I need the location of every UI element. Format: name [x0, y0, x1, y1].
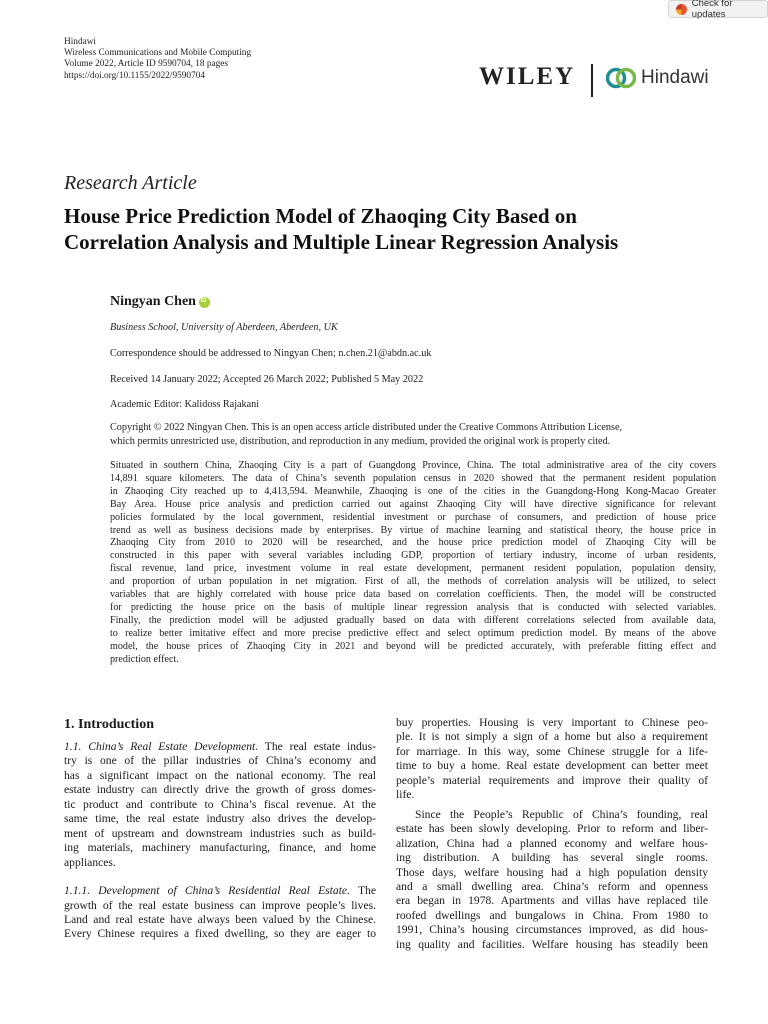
paragraph-line: estate industry can directly drive the growth of gross domes-: [64, 783, 376, 797]
paragraph-line: try is one of the pillar industries of China’s economy and: [64, 754, 376, 768]
paragraph-line: 1991, China’s housing circumstances improved, as did hous-: [396, 923, 708, 937]
subsection-title: 1.1.1. Development of China’s Residential Real Estate.: [64, 884, 350, 898]
crossmark-icon: [676, 4, 687, 15]
paragraph-line: ment of upstream and downstream industries such as build-: [64, 826, 376, 840]
abstract-line: trend as well as business decisions made by enterprises. By virtue of machine learning and statistical theory, the house price in: [110, 524, 716, 536]
check-for-updates-label: Check for updates: [691, 0, 733, 20]
paragraph-line: Those days, welfare housing had a high population density: [396, 865, 708, 879]
affiliation: Business School, University of Aberdeen, Aberdeen, UK: [110, 322, 338, 333]
abstract-line: Situated in southern China, Zhaoqing City is a part of Guangdong Province, China. The total administrative area of the city covers: [110, 460, 716, 471]
correspondence: Correspondence should be addressed to Ningyan Chen; n.chen.21@abdn.ac.uk: [110, 348, 432, 359]
publication-dates: Received 14 January 2022; Accepted 26 March 2022; Published 5 May 2022: [110, 374, 424, 385]
paragraph-gap: [64, 870, 376, 884]
author: [110, 294, 210, 310]
section-heading-introduction: 1. Introduction: [64, 717, 154, 732]
paragraph-line: ing quality and facilities. Welfare housing has steadily been: [396, 937, 708, 951]
copyright-line: Copyright © 2022 Ningyan Chen. This is an open access article distributed under the Creative Commons Attribution License,: [110, 422, 623, 433]
abstract-line: 14,891 square kilometers. The data of China’s seventh population census in 2020 showed that the permanent resident population: [110, 472, 716, 484]
paragraph-line: ing materials, machinery manufacturing, finance, and home: [64, 841, 376, 855]
abstract-line: for predicting the house price on the basis of multiple linear regression analysis that is conducted with selected variables.: [110, 601, 716, 613]
abstract: [110, 460, 716, 667]
academic-editor: Academic Editor: Kalidoss Rajakani: [110, 399, 260, 410]
abstract-line: Bay Area. House price analysis and prediction carried out against Zhaoqing City will have directive significance for relevant: [110, 498, 716, 510]
paragraph-line: growth of the real estate business can improve people’s lives.: [64, 898, 376, 912]
abstract-line: to realize better imitative effect and more precise predictive effect and select optimum prediction model. By means of the above: [110, 627, 716, 639]
hindawi-rings-icon: [606, 65, 636, 91]
paragraph-line: and a small dwelling area. China’s reform and openness: [396, 879, 708, 893]
paragraph-text: The real estate indus-: [258, 740, 376, 753]
paragraph-line: estate has been slowly developing. Prior to reform and liber-: [396, 822, 708, 836]
body-column-left: [64, 716, 376, 942]
paragraph-line: life.: [396, 788, 415, 802]
paragraph-line: roofed dwellings and bungalows in China. From 1980 to: [396, 908, 708, 922]
article-type: Research Article: [64, 172, 197, 194]
logo-divider: [591, 64, 593, 97]
abstract-line: in Zhaoqing City reached up to 4,413,594. Meanwhile, Zhaoqing is one of the cities in the Guangdong-Hong Kong-Macao Greater: [110, 485, 716, 497]
abstract-line: fiscal revenue, land price, investment volume in real estate development, permanent resident population, population density,: [110, 563, 716, 575]
body-column-right: [396, 716, 708, 952]
paragraph-first-line: [64, 740, 376, 754]
abstract-line: and proportion of urban population in net migration. First of all, the methods of correlation analysis will be utilized, to select: [110, 576, 716, 588]
paragraph-line: era began in 1978. Apartments and villas have replaced tile: [396, 894, 708, 908]
paragraph-line: Land and real estate have always been valued by the Chinese.: [64, 912, 376, 926]
publisher-name: Hindawi: [64, 37, 97, 47]
abstract-line: model, the house prices of Zhaoqing City in 2021 and beyond will be predicted accurately, with preferable fitting effect and: [110, 640, 716, 652]
paragraph-line: ple. It is not simply a sign of a home but also a requirement: [396, 730, 708, 744]
paragraph-line: ing distribution. A building has several single rooms.: [396, 851, 708, 865]
abstract-line: constructed in this paper with several variables including GDP, proportion of tertiary industry, income of urban residents,: [110, 550, 716, 562]
paragraph-line: Since the People’s Republic of China’s founding, real: [415, 807, 708, 821]
paragraph-line: for marriage. In this way, some Chinese struggle for a life-: [396, 744, 708, 758]
orcid-icon[interactable]: [199, 297, 210, 308]
abstract-line: Finally, the prediction model will be adjusted gradually based on data with different correlations selected from available data,: [110, 614, 716, 626]
article-title: [64, 203, 724, 255]
title-line: Correlation Analysis and Multiple Linear Regression Analysis: [64, 230, 619, 254]
subsection-title: 1.1. China’s Real Estate Development.: [64, 740, 259, 753]
paragraph-line: same time, the real estate industry also drives the develop-: [64, 812, 376, 826]
abstract-line: variables that are highly correlated with house price data based on correlation coefficients. Then, the model will be constructed: [110, 589, 716, 601]
abstract-line: Zhaoqing City from 2010 to 2020 will be researched, and the house price prediction model of Zhaoqing City will be: [110, 537, 716, 549]
paragraph-line: has a significant impact on the national economy. The real: [64, 768, 376, 782]
journal-name: Wireless Communications and Mobile Computing: [64, 48, 252, 59]
abstract-line: prediction effect.: [110, 653, 179, 665]
wiley-logo: WILEY: [479, 63, 576, 90]
hindawi-wordmark: Hindawi: [641, 67, 709, 88]
title-line: House Price Prediction Model of Zhaoqing City Based on: [64, 204, 577, 228]
author-name: Ningyan Chen: [110, 294, 196, 309]
paragraph-line: alization, China had a planned economy and welfare hous-: [396, 836, 708, 850]
doi-link[interactable]: https://doi.org/10.1155/2022/9590704: [64, 70, 206, 81]
abstract-line: policies formulated by the local government, residential investment or purchase of consumers, and prediction of house price: [110, 511, 716, 523]
paragraph-text: The: [349, 884, 376, 898]
paragraph-line: appliances.: [64, 855, 116, 869]
paragraph-line: time to buy a home. Real estate development can better meet: [396, 759, 708, 773]
copyright-line: which permits unrestricted use, distribution, and reproduction in any medium, provided the original work is properly cited.: [110, 436, 611, 447]
volume-info: Volume 2022, Article ID 9590704, 18 pages: [64, 59, 229, 70]
journal-meta: [64, 37, 251, 82]
paragraph-line: Every Chinese requires a fixed dwelling, so they are eager to: [64, 927, 376, 941]
paragraph-first-line: [64, 884, 376, 898]
copyright-notice: [110, 421, 716, 449]
paragraph-line: people’s material requirements and improve their quality of: [396, 773, 708, 787]
paragraph-line: buy properties. Housing is very important to Chinese peo-: [396, 716, 708, 729]
check-for-updates-button[interactable]: [668, 0, 768, 18]
paragraph-line: tic product and contribute to China’s fiscal revenue. At the: [64, 797, 376, 811]
hindawi-logo: [606, 65, 709, 91]
